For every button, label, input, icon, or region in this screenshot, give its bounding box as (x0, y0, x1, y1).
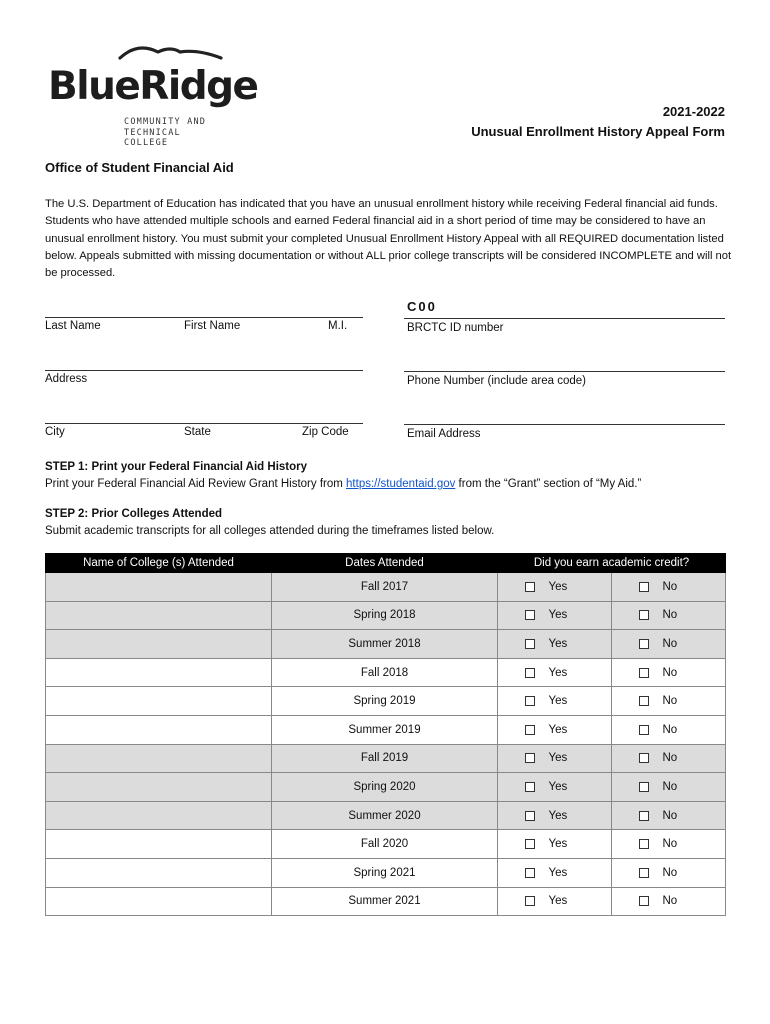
term-cell: Fall 2017 (272, 573, 498, 602)
credit-yes-option[interactable] (525, 838, 585, 850)
checkbox-yes[interactable] (525, 582, 535, 592)
checkbox-no-label: No (662, 609, 678, 622)
credit-no-cell (612, 573, 726, 602)
credit-yes-option[interactable] (525, 724, 585, 736)
step2-heading: STEP 2: Prior Colleges Attended (45, 508, 223, 520)
term-cell: Fall 2018 (272, 658, 498, 687)
checkbox-yes-label: Yes (548, 666, 568, 679)
checkbox-yes-label: Yes (548, 895, 568, 908)
form-year: 2021-2022 (662, 104, 725, 119)
checkbox-yes[interactable] (525, 868, 535, 878)
credit-yes-cell (498, 715, 612, 744)
table-row (46, 830, 726, 859)
table-row (46, 658, 726, 687)
college-name-cell[interactable] (46, 658, 272, 687)
checkbox-no[interactable] (639, 839, 649, 849)
credit-yes-cell (498, 687, 612, 716)
table-row (46, 573, 726, 602)
credit-yes-option[interactable] (525, 895, 585, 907)
college-name-cell[interactable] (46, 687, 272, 716)
table-row (46, 715, 726, 744)
checkbox-yes[interactable] (525, 610, 535, 620)
intro-paragraph: The U.S. Department of Education has indicated that you have an unusual enrollment history while receiving Federal financial aid funds. Students who have attended multiple schools and earned Federal financial aid in a short period of time may be considered to have an unusual enrollment history. You must submit your completed Unusual Enrollment History Appeal with all REQUIRED documentation listed below. Appeals submitted with missing documentation or without ALL prior college transcripts will be considered INCOMPLETE and will not be processed. (45, 198, 732, 280)
colleges-table (45, 553, 726, 916)
logo-name: BlueRidge (48, 64, 258, 109)
checkbox-yes[interactable] (525, 811, 535, 821)
credit-yes-cell (498, 573, 612, 602)
credit-yes-option[interactable] (525, 695, 585, 707)
credit-yes-cell (498, 630, 612, 659)
credit-yes-cell (498, 773, 612, 802)
credit-no-option[interactable] (639, 609, 699, 621)
table-body (46, 573, 726, 916)
checkbox-no-label: No (662, 695, 678, 708)
mi-label: M.I. (328, 320, 348, 332)
checkbox-no[interactable] (639, 753, 649, 763)
studentaid-link[interactable]: https://studentaid.gov (346, 478, 456, 490)
term-cell: Fall 2019 (272, 744, 498, 773)
checkbox-yes[interactable] (525, 753, 535, 763)
credit-yes-cell (498, 801, 612, 830)
credit-yes-option[interactable] (525, 581, 585, 593)
checkbox-no[interactable] (639, 582, 649, 592)
phone-line[interactable] (404, 371, 725, 372)
checkbox-yes[interactable] (525, 896, 535, 906)
term-cell: Spring 2021 (272, 858, 498, 887)
table-row (46, 887, 726, 916)
college-name-cell[interactable] (46, 630, 272, 659)
term-cell: Fall 2020 (272, 830, 498, 859)
form-title: Unusual Enrollment History Appeal Form (471, 124, 725, 139)
checkbox-yes[interactable] (525, 782, 535, 792)
col-header-college: Name of College (s) Attended (46, 554, 272, 573)
checkbox-no-label: No (662, 866, 678, 879)
table-row (46, 744, 726, 773)
checkbox-yes[interactable] (525, 839, 535, 849)
credit-yes-option[interactable] (525, 752, 585, 764)
checkbox-yes-label: Yes (548, 752, 568, 765)
checkbox-yes-label: Yes (548, 580, 568, 593)
credit-no-cell (612, 715, 726, 744)
college-name-cell[interactable] (46, 744, 272, 773)
checkbox-no-label: No (662, 666, 678, 679)
checkbox-yes-label: Yes (548, 609, 568, 622)
phone-label: Phone Number (include area code) (407, 375, 586, 387)
credit-yes-option[interactable] (525, 781, 585, 793)
checkbox-yes-label: Yes (548, 695, 568, 708)
city-line[interactable] (45, 423, 363, 424)
college-name-cell[interactable] (46, 830, 272, 859)
credit-no-cell (612, 830, 726, 859)
college-name-cell[interactable] (46, 601, 272, 630)
checkbox-yes[interactable] (525, 725, 535, 735)
credit-no-cell (612, 887, 726, 916)
checkbox-yes-label: Yes (548, 637, 568, 650)
credit-no-cell (612, 744, 726, 773)
table-row (46, 858, 726, 887)
credit-no-cell (612, 630, 726, 659)
college-logo (48, 44, 258, 148)
credit-no-option[interactable] (639, 810, 699, 822)
id-label: BRCTC ID number (407, 322, 504, 334)
checkbox-no-label: No (662, 809, 678, 822)
logo-subtitle-line2: TECHNICAL COLLEGE (124, 128, 181, 148)
credit-no-option[interactable] (639, 781, 699, 793)
credit-no-option[interactable] (639, 581, 699, 593)
credit-no-option[interactable] (639, 638, 699, 650)
credit-yes-cell (498, 744, 612, 773)
checkbox-no-label: No (662, 580, 678, 593)
logo-subtitle-line1: COMMUNITY AND (124, 117, 207, 127)
address-line[interactable] (45, 370, 363, 371)
email-line[interactable] (404, 424, 725, 425)
checkbox-yes[interactable] (525, 668, 535, 678)
address-label: Address (45, 373, 88, 385)
table-row (46, 601, 726, 630)
college-name-cell[interactable] (46, 715, 272, 744)
term-cell: Summer 2019 (272, 715, 498, 744)
credit-no-option[interactable] (639, 695, 699, 707)
checkbox-yes-label: Yes (548, 780, 568, 793)
table-row (46, 630, 726, 659)
credit-yes-cell (498, 887, 612, 916)
checkbox-yes-label: Yes (548, 723, 568, 736)
id-prefix: C00 (407, 299, 437, 314)
office-heading: Office of Student Financial Aid (45, 160, 234, 175)
credit-yes-cell (498, 658, 612, 687)
credit-yes-cell (498, 858, 612, 887)
checkbox-yes[interactable] (525, 696, 535, 706)
credit-no-option[interactable] (639, 752, 699, 764)
table-row (46, 801, 726, 830)
zip-label: Zip Code (302, 426, 349, 438)
credit-no-option[interactable] (639, 724, 699, 736)
table-row (46, 687, 726, 716)
college-name-cell[interactable] (46, 887, 272, 916)
step2-text: Submit academic transcripts for all colleges attended during the timeframes listed below. (45, 525, 495, 537)
col-header-dates: Dates Attended (272, 554, 498, 573)
step1-text (45, 478, 641, 490)
checkbox-no-label: No (662, 895, 678, 908)
credit-no-cell (612, 858, 726, 887)
college-name-cell[interactable] (46, 858, 272, 887)
checkbox-no[interactable] (639, 696, 649, 706)
checkbox-no[interactable] (639, 811, 649, 821)
checkbox-yes-label: Yes (548, 838, 568, 851)
checkbox-no[interactable] (639, 868, 649, 878)
checkbox-yes-label: Yes (548, 866, 568, 879)
state-label: State (184, 426, 211, 438)
term-cell: Spring 2020 (272, 773, 498, 802)
term-cell: Spring 2018 (272, 601, 498, 630)
name-line[interactable] (45, 317, 363, 318)
step1-heading: STEP 1: Print your Federal Financial Aid History (45, 461, 308, 473)
last-name-label: Last Name (45, 320, 101, 332)
table-header-row (46, 554, 726, 573)
credit-yes-option[interactable] (525, 867, 585, 879)
checkbox-no[interactable] (639, 782, 649, 792)
college-name-cell[interactable] (46, 773, 272, 802)
col-header-credit: Did you earn academic credit? (498, 554, 726, 573)
checkbox-no[interactable] (639, 610, 649, 620)
term-cell: Spring 2019 (272, 687, 498, 716)
city-label: City (45, 426, 65, 438)
checkbox-no-label: No (662, 723, 678, 736)
checkbox-yes[interactable] (525, 639, 535, 649)
checkbox-no-label: No (662, 752, 678, 765)
checkbox-no[interactable] (639, 639, 649, 649)
credit-no-cell (612, 687, 726, 716)
college-name-cell[interactable] (46, 573, 272, 602)
credit-yes-cell (498, 601, 612, 630)
credit-yes-option[interactable] (525, 609, 585, 621)
credit-no-cell (612, 658, 726, 687)
term-cell: Summer 2018 (272, 630, 498, 659)
step1-text-after: from the “Grant” section of “My Aid.” (455, 478, 642, 490)
credit-no-cell (612, 801, 726, 830)
credit-yes-option[interactable] (525, 667, 585, 679)
term-cell: Summer 2021 (272, 887, 498, 916)
credit-no-cell (612, 773, 726, 802)
checkbox-no-label: No (662, 780, 678, 793)
credit-yes-option[interactable] (525, 638, 585, 650)
credit-no-option[interactable] (639, 838, 699, 850)
term-cell: Summer 2020 (272, 801, 498, 830)
first-name-label: First Name (184, 320, 241, 332)
credit-no-option[interactable] (639, 667, 699, 679)
email-label: Email Address (407, 428, 481, 440)
id-line[interactable] (404, 318, 725, 319)
checkbox-no[interactable] (639, 725, 649, 735)
credit-no-option[interactable] (639, 895, 699, 907)
credit-no-option[interactable] (639, 867, 699, 879)
college-name-cell[interactable] (46, 801, 272, 830)
mountain-ridge-icon (118, 44, 223, 66)
checkbox-no-label: No (662, 637, 678, 650)
step1-text-before: Print your Federal Financial Aid Review Grant History from (45, 478, 347, 490)
credit-yes-cell (498, 830, 612, 859)
table-row (46, 773, 726, 802)
credit-no-cell (612, 601, 726, 630)
checkbox-no-label: No (662, 838, 678, 851)
credit-yes-option[interactable] (525, 810, 585, 822)
checkbox-no[interactable] (639, 668, 649, 678)
checkbox-yes-label: Yes (548, 809, 568, 822)
checkbox-no[interactable] (639, 896, 649, 906)
